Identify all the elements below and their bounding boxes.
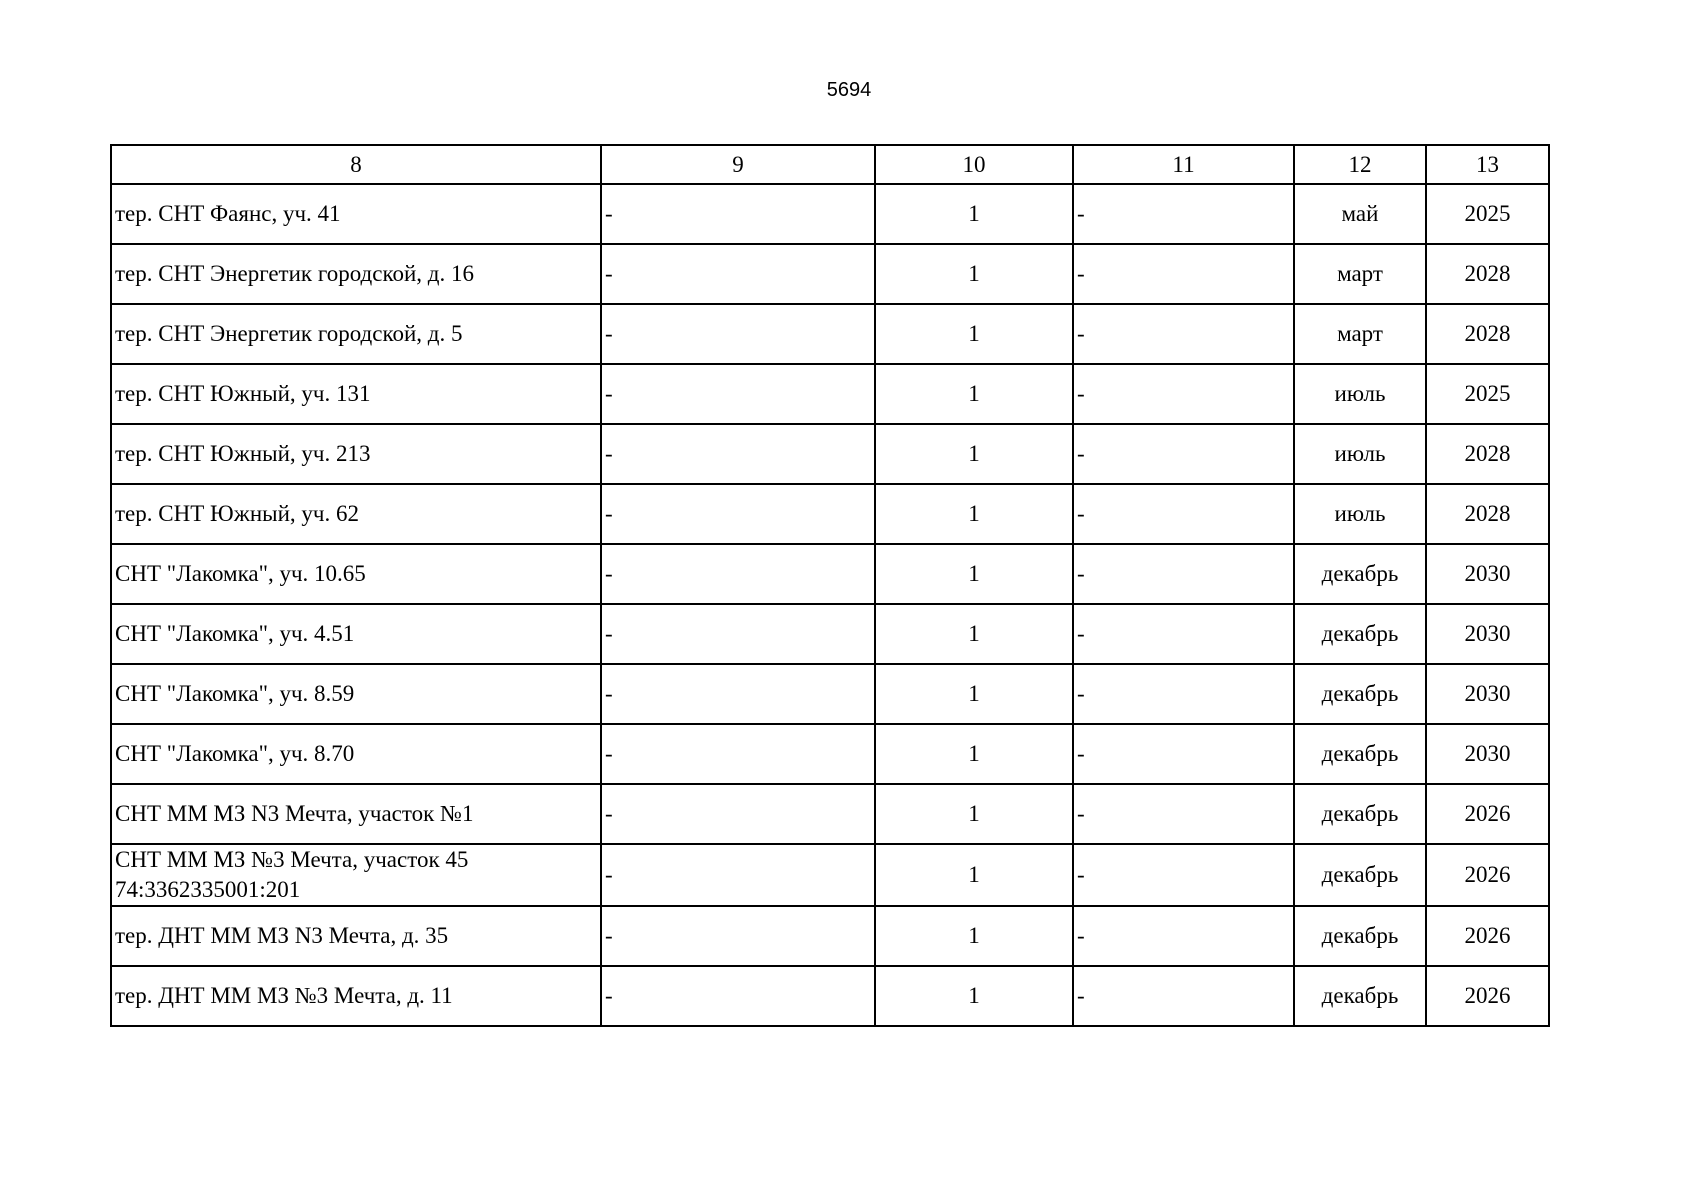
address-cell: тер. СНТ Южный, уч. 131 [111,364,601,424]
month-cell: декабрь [1294,724,1426,784]
month-cell: март [1294,304,1426,364]
table-row [111,906,1549,966]
address-cell: тер. СНТ Южный, уч. 213 [111,424,601,484]
address-cell: тер. СНТ Энергетик городской, д. 5 [111,304,601,364]
year-cell: 2030 [1426,604,1549,664]
col11-cell: - [1073,966,1294,1026]
address-cell: тер. СНТ Южный, уч. 62 [111,484,601,544]
month-cell: декабрь [1294,906,1426,966]
col10-cell: 1 [875,304,1073,364]
col11-cell: - [1073,784,1294,844]
year-cell: 2030 [1426,724,1549,784]
col11-cell: - [1073,844,1294,906]
table-row [111,304,1549,364]
address-cell: СНТ "Лакомка", уч. 8.70 [111,724,601,784]
col10-cell: 1 [875,844,1073,906]
address-cell: тер. СНТ Фаянс, уч. 41 [111,184,601,244]
col9-cell: - [601,604,875,664]
month-cell: декабрь [1294,664,1426,724]
col11-cell: - [1073,484,1294,544]
column-header: 10 [875,145,1073,184]
month-cell: декабрь [1294,966,1426,1026]
col10-cell: 1 [875,724,1073,784]
year-cell: 2028 [1426,244,1549,304]
year-cell: 2030 [1426,544,1549,604]
col11-cell: - [1073,604,1294,664]
year-cell: 2026 [1426,906,1549,966]
column-header: 9 [601,145,875,184]
col11-cell: - [1073,184,1294,244]
col9-cell: - [601,664,875,724]
col9-cell: - [601,304,875,364]
col9-cell: - [601,724,875,784]
month-cell: май [1294,184,1426,244]
month-cell: декабрь [1294,544,1426,604]
table-row [111,604,1549,664]
year-cell: 2026 [1426,966,1549,1026]
year-cell: 2030 [1426,664,1549,724]
month-cell: июль [1294,424,1426,484]
column-header: 12 [1294,145,1426,184]
month-cell: июль [1294,484,1426,544]
data-table [110,144,1550,1027]
month-cell: декабрь [1294,604,1426,664]
col9-cell: - [601,906,875,966]
col11-cell: - [1073,906,1294,966]
col9-cell: - [601,484,875,544]
table-row [111,724,1549,784]
col10-cell: 1 [875,966,1073,1026]
year-cell: 2028 [1426,424,1549,484]
month-cell: март [1294,244,1426,304]
address-cell: тер. ДНТ ММ МЗ №3 Мечта, д. 11 [111,966,601,1026]
col9-cell: - [601,184,875,244]
col10-cell: 1 [875,184,1073,244]
col10-cell: 1 [875,544,1073,604]
col9-cell: - [601,844,875,906]
col11-cell: - [1073,724,1294,784]
col9-cell: - [601,364,875,424]
column-header: 13 [1426,145,1549,184]
header-row [111,145,1549,184]
year-cell: 2026 [1426,784,1549,844]
col10-cell: 1 [875,484,1073,544]
col11-cell: - [1073,304,1294,364]
address-cell: тер. СНТ Энергетик городской, д. 16 [111,244,601,304]
month-cell: июль [1294,364,1426,424]
column-header: 8 [111,145,601,184]
address-cell: СНТ "Лакомка", уч. 8.59 [111,664,601,724]
month-cell: декабрь [1294,784,1426,844]
col10-cell: 1 [875,784,1073,844]
col9-cell: - [601,966,875,1026]
table-row [111,184,1549,244]
page-number: 5694 [826,79,872,101]
col9-cell: - [601,424,875,484]
year-cell: 2028 [1426,484,1549,544]
col9-cell: - [601,784,875,844]
table-row [111,364,1549,424]
table-row [111,484,1549,544]
col10-cell: 1 [875,664,1073,724]
col11-cell: - [1073,544,1294,604]
col11-cell: - [1073,244,1294,304]
col11-cell: - [1073,664,1294,724]
col9-cell: - [601,244,875,304]
col11-cell: - [1073,364,1294,424]
year-cell: 2028 [1426,304,1549,364]
col11-cell: - [1073,424,1294,484]
col10-cell: 1 [875,244,1073,304]
address-cell: тер. ДНТ ММ МЗ N3 Мечта, д. 35 [111,906,601,966]
col9-cell: - [601,544,875,604]
table-row [111,244,1549,304]
col10-cell: 1 [875,364,1073,424]
address-cell: СНТ "Лакомка", уч. 10.65 [111,544,601,604]
col10-cell: 1 [875,604,1073,664]
col10-cell: 1 [875,906,1073,966]
table-row [111,966,1549,1026]
year-cell: 2026 [1426,844,1549,906]
address-cell: СНТ ММ МЗ N3 Мечта, участок №1 [111,784,601,844]
table-row [111,844,1549,906]
table-row [111,784,1549,844]
address-cell: СНТ ММ МЗ №3 Мечта, участок 45 74:3362335001:201 [111,844,601,906]
address-cell: СНТ "Лакомка", уч. 4.51 [111,604,601,664]
column-header: 11 [1073,145,1294,184]
table-row [111,664,1549,724]
year-cell: 2025 [1426,184,1549,244]
col10-cell: 1 [875,424,1073,484]
table-row [111,544,1549,604]
table-row [111,424,1549,484]
month-cell: декабрь [1294,844,1426,906]
year-cell: 2025 [1426,364,1549,424]
